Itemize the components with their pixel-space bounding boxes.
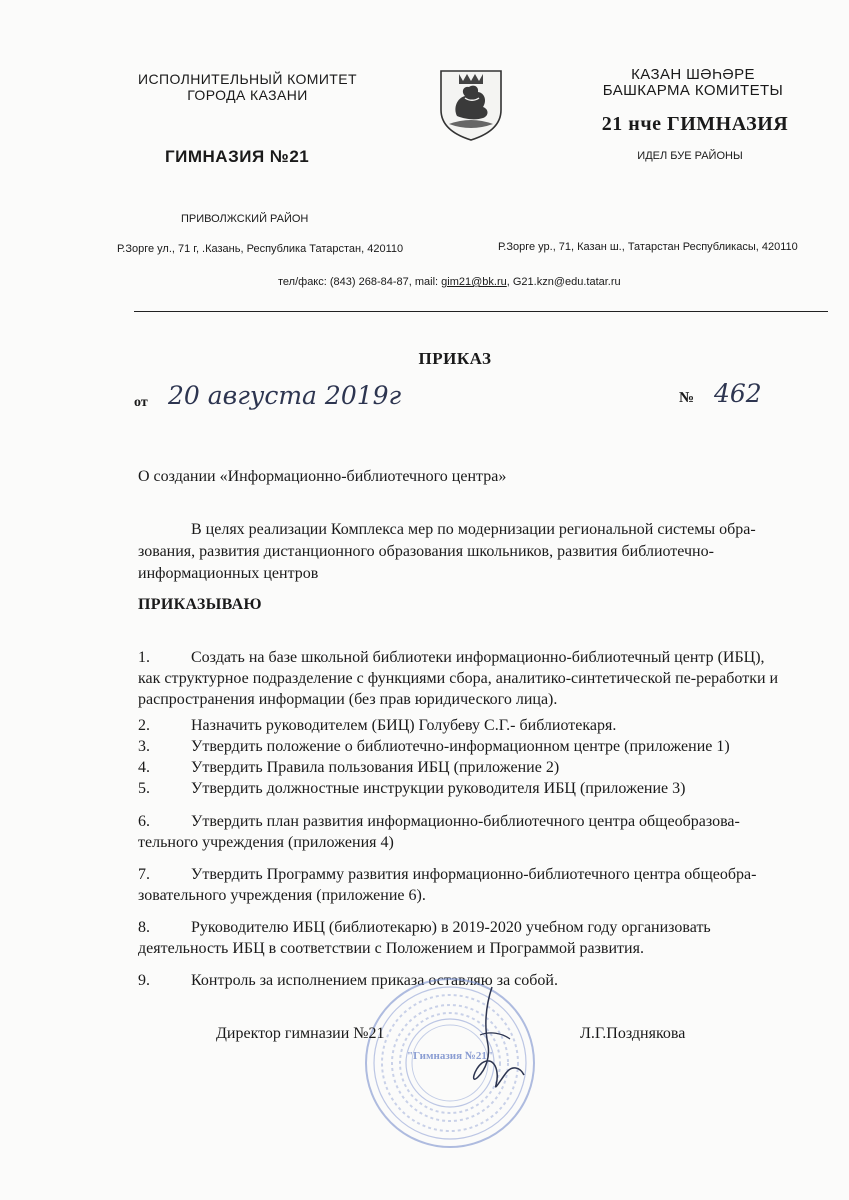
item-text: Утвердить положение о библиотечно-информационном центре (приложение 1) — [191, 738, 730, 755]
item-number: 1. — [138, 649, 150, 666]
date-label: от — [134, 395, 148, 410]
intro-paragraph: В целях реализации Комплекса мер по модернизации региональной системы обра-зования, развития дистанционного образования школьников, развития библиотечно-информационных центров — [138, 521, 756, 582]
item-number: 8. — [138, 919, 150, 936]
item-text: Создать на базе школьной библиотеки информационно-библиотечный центр (ИБЦ), как структурное подразделение с функциями сбора, аналитико-синтетической пе-реработки и распространения информации (без прав юридического лица). — [138, 649, 779, 708]
kazan-coat-of-arms-icon — [437, 68, 505, 142]
item-text: Утвердить Программу развития информационно-библиотечного центра общеобра-зовательного учреждения (приложение 6). — [138, 866, 757, 904]
order-item — [138, 811, 788, 853]
order-item — [138, 647, 788, 710]
item-text: Контроль за исполнением приказа оставляю за собой. — [191, 972, 558, 989]
order-item — [138, 736, 788, 757]
contacts-line — [278, 276, 621, 288]
item-text: Утвердить должностные инструкции руководителя ИБЦ (приложение 3) — [191, 780, 686, 797]
handwritten-number: 462 — [714, 379, 762, 408]
item-number: 2. — [138, 717, 150, 734]
number-label: № — [679, 390, 695, 406]
right-address: Р.Зорге ур., 71, Казан ш., Татарстан Республикасы, 420110 — [498, 241, 798, 253]
item-text: Утвердить план развития информационно-библиотечного центра общеобразова-тельного учреждения (приложения 4) — [138, 813, 740, 851]
item-text: Руководителю ИБЦ (библиотекарю) в 2019-2020 учебном году организовать деятельность ИБЦ в соответствии с Положением и Программой развития. — [138, 919, 711, 957]
item-number: 4. — [138, 759, 150, 776]
email-link-primary[interactable]: gim21@bk.ru — [441, 276, 507, 288]
item-text: Назначить руководителем (БИЦ) Голубеву С.Г.- библиотекаря. — [191, 717, 617, 734]
order-item — [138, 715, 788, 736]
item-number: 6. — [138, 813, 150, 830]
director-title: Директор гимназии №21 — [216, 1025, 385, 1042]
left-org-line2: ГОРОДА КАЗАНИ — [187, 87, 308, 103]
item-number: 7. — [138, 866, 150, 883]
item-number: 5. — [138, 780, 150, 797]
item-number: 3. — [138, 738, 150, 755]
right-school-name: 21 нче ГИМНАЗИЯ — [601, 113, 789, 135]
item-number: 9. — [138, 972, 150, 989]
item-text: Утвердить Правила пользования ИБЦ (приложение 2) — [191, 759, 560, 776]
contacts-separator: , — [506, 276, 513, 288]
order-item — [138, 757, 788, 778]
left-org-line1: ИСПОЛНИТЕЛЬНЫЙ КОМИТЕТ — [138, 71, 357, 87]
order-item — [138, 778, 788, 799]
header-divider — [134, 311, 828, 312]
right-org-line2: БАШКАРМА КОМИТЕТЫ — [602, 82, 784, 99]
order-item — [138, 917, 788, 959]
right-org-line1: КАЗАН ШӘҺӘРЕ — [631, 66, 755, 83]
left-district: ПРИВОЛЖСКИЙ РАЙОН — [181, 213, 309, 225]
document-title: ПРИКАЗ — [418, 349, 492, 368]
director-name: Л.Г.Позднякова — [580, 1025, 686, 1042]
left-school-name: ГИМНАЗИЯ №21 — [165, 147, 310, 166]
contacts-prefix: тел/факс: (843) 268-84-87, mail: — [278, 276, 442, 288]
director-signature — [440, 985, 540, 1095]
document-subject: О создании «Информационно-библиотечного центра» — [138, 468, 507, 485]
left-organization-name — [105, 71, 390, 103]
stamp-label: "Гимназия №21" — [407, 1050, 493, 1062]
handwritten-date: 20 августа 2019г — [168, 381, 402, 410]
email-link-secondary[interactable]: G21.kzn@edu.tatar.ru — [512, 276, 621, 288]
right-district: ИДЕЛ БУЕ РАЙОНЫ — [637, 150, 743, 162]
right-organization-name — [583, 67, 803, 99]
order-item — [138, 864, 788, 906]
left-address: Р.Зорге ул., 71 г, .Казань, Республика Татарстан, 420110 — [117, 243, 404, 255]
order-word: ПРИКАЗЫВАЮ — [138, 596, 262, 613]
